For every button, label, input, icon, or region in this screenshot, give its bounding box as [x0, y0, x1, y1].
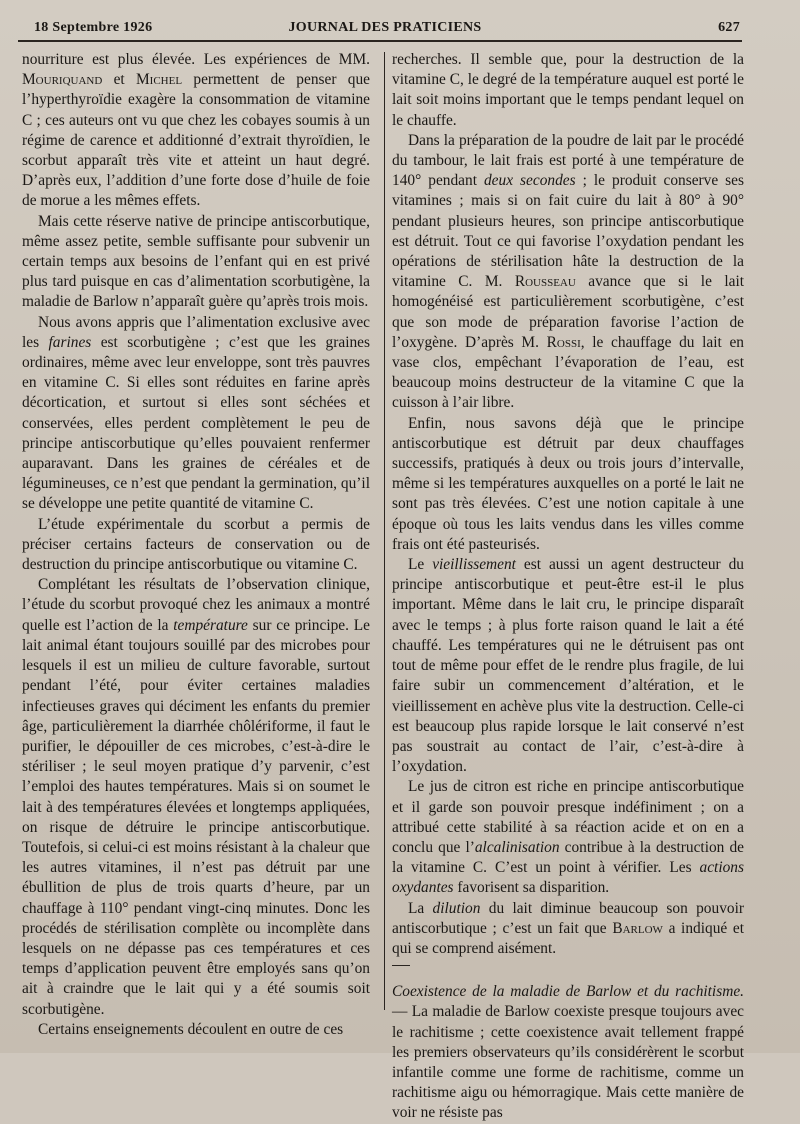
paragraph: Enfin, nous savons déjà que le principe antiscorbutique est détruit par deux chauffages successifs, pratiqués à deux ou trois jours d’intervalle, même si les températures auxquelles on a porté le lait ne sont pas très élevées. C’est une notion capitale à une époque où tous les laits vendus dans les villes comme frais ont été pasteurisés. [392, 414, 744, 553]
author-name: Barlow [612, 919, 663, 937]
header-date: 18 Septembre 1926 [34, 20, 153, 35]
section-heading: Coexistence de la maladie de Barlow et du rachitisme. [392, 983, 744, 1001]
paragraph: Certains enseignements découlent en outre de ces [38, 1020, 344, 1038]
right-column [392, 50, 744, 1124]
paragraph: La dilution du lait diminue beaucoup son pouvoir antiscorbutique ; c’est un fait que Barlow a indiqué et qui se comprend aisément. [392, 899, 744, 957]
running-header [30, 20, 740, 38]
author-name: Rousseau [514, 273, 576, 291]
column-divider [384, 52, 385, 1010]
section-separator [392, 965, 410, 966]
left-column [22, 50, 370, 1040]
paragraph: Nous avons appris que l’alimentation exclusive avec les farines est scorbutigène ; c’est que les graines ordinaires, même avec leur enveloppe, sont très pauvres en vitamine C. Si elles sont réduites en farine après décortication, et surtout si elles sont séchées et conservées, elles perdent complètement le peu de principe antiscorbutique qu’elles pouvaient renfermer auparavant. Dans les graines de céréales et de légumineuses, ce n’est que pendant la germination, qu’il se développe une petite quantité de vitamine C. [22, 313, 370, 513]
paragraph: L’étude expérimentale du scorbut a permis de préciser certains facteurs de conservation ou de destruction du principe antiscorbutique ou vitamine C. [22, 515, 370, 574]
paragraph: Coexistence de la maladie de Barlow et du rachitisme. — La maladie de Barlow coexiste presque toujours avec le rachitisme ; cette coexistence avait tellement frappé les premiers observateurs qu’ils considérèrent le scorbut infantile comme une forme de rachitisme, comme un rachitisme aigu ou hémorragique. Mais cette manière de voir ne résiste pas [392, 983, 744, 1122]
emphasis: deux secondes [483, 172, 576, 190]
emphasis: farines [48, 333, 92, 351]
paragraph: Dans la préparation de la poudre de lait par le procédé du tambour, le lait frais est porté à une température de 140° pendant deux secondes ; le produit conserve ses vitamines ; mais si on fait cuire du lait à 80° à 90° pendant plusieurs heures, son principe antiscorbutique est détruit. Tout ce qui favorise l’oxydation pendant les opérations de stérilisation hâte la destruction de la vitamine C. M. Rousseau avance que si le lait homogénéisé est particulièrement scorbutigène, c’est que son mode de préparation favorise l’action de l’oxygène. D’après M. Rossi, le chauffage du lait en vase clos, empêchant l’évaporation de l’eau, est beaucoup moins destructeur de la vitamine C que la cuisson à l’air libre. [392, 131, 744, 412]
paragraph: Le jus de citron est riche en principe antiscorbutique et il garde son pouvoir presque indéfiniment ; on a attribué cette stabilité à sa réaction acide et on en a conclu que l’alcalinisation contribue à la destruction de la vitamine C. C’est un point à vérifier. Les actions oxydantes favorisent sa disparition. [392, 778, 744, 897]
paragraph: Complétant les résultats de l’observation clinique, l’étude du scorbut provoqué chez les animaux a montré quelle est l’action de la température sur ce principe. Le lait animal étant toujours souillé par des microbes pour lesquels il est un milieu de culture favorable, surtout pendant l’été, pour éviter certaines maladies infectieuses graves qui déciment les enfants du premier âge, particulièrement la diarrhée chôlériforme, il faut le purifier, le dépouiller de ces microbes, c’est-à-dire le stériliser ; le seul moyen pratique d’y parvenir, c’est l’emploi des hautes températures. Mais si on soumet le lait à des températures élevées et longtemps appliquées, on risque de détruire le principe antiscorbutique. Toutefois, si celui-ci est moins résistant à la chaleur que les autres vitamines, il n’est pas détruit par une ébullition de plus de trois quarts d’heure, par un chauffage à 110° pendant vingt-cinq minutes. Donc les procédés de stérilisation complète ou incomplète dans lesquels on ne dépasse pas ces températures et ces temps d’application peuvent être employés sans qu’on ait à craindre que le lait qui y a été soumis soit scorbutigène. [22, 576, 370, 1018]
header-page-number: 627 [718, 20, 740, 35]
paragraph: Le vieillissement est aussi un agent destructeur du principe antiscorbutique et peut-être est-il le plus important. Même dans le lait cru, le principe disparaît avec le temps ; à plus forte raison quand le lait a été chauffé. Les températures qui ne le détruisent pas ont tout de même pour effet de le rendre plus fragile, de lui faire subir un commencement d’altération, et le vieillissement en achève plus vite la destruction. Celle-ci est beaucoup plus rapide lorsque le lait conservé n’est pas soustrait au contact de l’air, c’est-à-dire à l’oxydation. [392, 556, 744, 776]
emphasis: actions oxydantes [392, 859, 744, 897]
author-name: Rossi [546, 333, 581, 351]
paragraph: recherches. Il semble que, pour la destruction de la vitamine C, le degré de la température auquel est porté le lait soit moins important que le temps pendant lequel on le chauffe. [392, 51, 744, 129]
header-journal-title: JOURNAL DES PRATICIENS [288, 20, 482, 35]
paragraph: nourriture est plus élevée. Les expériences de MM. Mouriquand et Michel permettent de penser que l’hyperthyroïdie exagère la consommation de vitamine C ; ces auteurs ont vu que chez les cobayes soumis à un régime de carence et additionné d’extrait thyroïdien, le scorbut apparaît très vite et atteint un haut degré. D’après eux, l’addition d’une forte dose d’huile de foie de morue a les mêmes effets. [22, 51, 370, 210]
author-name: MM. Mouriquand [22, 51, 370, 89]
emphasis: dilution [432, 899, 481, 917]
paragraph: Mais cette réserve native de principe antiscorbutique, même assez petite, semble suffisante pour subvenir un certain temps aux besoins de l’enfant qui en est privé plus tard puisque en cas d’alimentation scorbutigène, la maladie de Barlow n’apparaît guère qu’après trois mois. [22, 212, 370, 311]
header-rule [18, 40, 742, 42]
author-name: Michel [136, 71, 183, 89]
emphasis: température [173, 616, 248, 634]
emphasis: alcalinisation [474, 838, 560, 856]
emphasis: vieillissement [432, 556, 516, 574]
